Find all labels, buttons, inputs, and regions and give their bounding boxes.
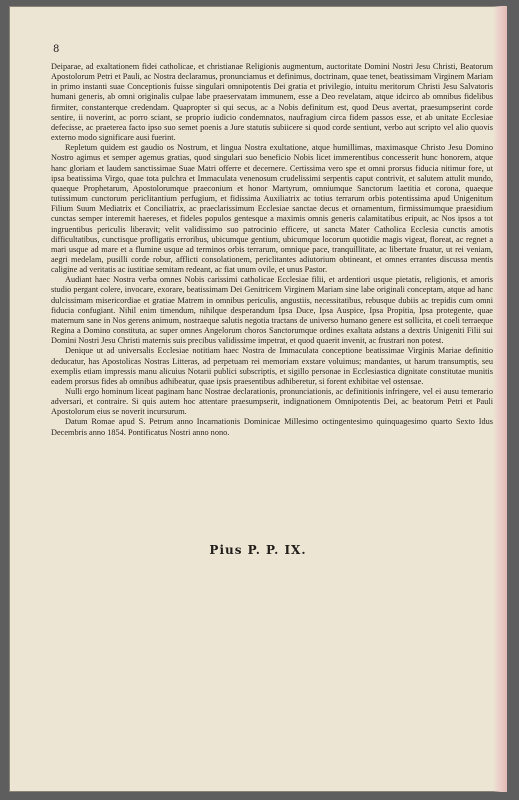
paragraph: Nulli ergo hominum liceat paginam hanc Nostrae declarationis, pronunciationis, ac definitionis infringere, vel ei ausu temerario adversari, et contraire. Si quis autem hoc attentare praesumpserit, indignationem Omnipotentis Dei, ac beatorum Petri et Pauli Apostolorum eius se noverit incursurum. <box>51 387 493 417</box>
document-page <box>9 6 507 792</box>
paragraph: Audiant haec Nostra verba omnes Nobis carissimi catholicae Ecclesiae filii, et ardentiori usque pietatis, religionis, et amoris studio pergant colere, invocare, exorare, beatissimam Dei Genitricem Virginem Mariam sine labe originali conceptam, atque ad hanc dulcissimam misericordiae et gratiae Matrem in omnibus periculis, angustiis, necessitatibus, rebusque dubiis ac trepidis cum omni fiducia confugiant. Nihil enim timendum, nihilque desperandum Ipsa Duce, Ipsa Auspice, Ipsa Propitia, Ipsa protegente, quae maternum sane in Nos gerens animum, nostraeque salutis negotia tractans de universo humano genere est sollicita, et coeli terraeque Regina a Domino constituta, ac super omnes Angelorum choros Sanctorumque ordines exaltata adstans a dextris Unigeniti Filii sui Domini Nostri Jesu Christi maternis suis precibus validissime impetrat, et quod quaerit invenit, ac frustrari non potest. <box>51 275 493 346</box>
paragraph: Deiparae, ad exaltationem fidei catholicae, et christianae Religionis augmentum, auctoritate Domini Nostri Jesu Christi, Beatorum Apostolorum Petri et Pauli, ac Nostra declaramus, pronunciamus et definimus, doctrinam, quae tenet, beatissimam Virginem Mariam in primo instanti suae Conceptionis fuisse singulari omnipotentis Dei gratia et privilegio, intuitu meritorum Christi Jesu Salvatoris humani generis, ab omni originalis culpae labe praeservatam immunem, esse a Deo revelatam, atque idcirco ab omnibus fidelibus firmiter, constanterque credendam. Quapropter si qui secus, ac a Nobis definitum est, quod Deus avertat, praesumpserint corde sentire, ii noverint, ac porro sciant, se proprio iudicio condemnatos, naufragium circa fidem passos esse, et ab unitate Ecclesiae defecisse, ac praeterea facto ipso suo semet poenis a Jure statutis subiicere si quod corde sentiunt, verbo aut scripto vel alio quovis externo modo significare ausi fuerint. <box>51 62 493 143</box>
paragraph: Repletum quidem est gaudio os Nostrum, et lingua Nostra exultatione, atque humillimas, maximasque Christo Jesu Domino Nostro agimus et semper agemus gratias, quod singulari suo beneficio Nobis licet immerentibus concesserit hunc honorem, atque hanc gloriam et laudem sanctissimae Suae Matri offerre et decernere. Certissima vero spe et omni prorsus fiducia nitimur fore, ut ipsa beatissima Virgo, quae tota pulchra et Immaculata venenosum crudelissimi serpentis caput contrivit, et salutem attulit mundo, quaeque Prophetarum, Apostolorumque praeconium et honor Martyrum, omniumque Sanctorum laetitia et corona, quaeque tutissimum cunctorum periclitantium perfugium, et fidissima Auxiliatrix ac totius terrarum orbis potentissima apud Unigenitum Filium Suum Mediatrix et Conciliatrix, ac praeclarissimum Ecclesiae sanctae decus et ornamentum, firmissimumque praesidium cunctas semper interemit haereses, et fideles populos gentesque a maximis omnis generis calamitatibus eripuit, ac Nos ipsos a tot ingruentibus periculis liberavit; velit validissimo suo patrocinio efficere, ut sancta Mater Catholica Ecclesia cunctis amotis difficultatibus, cunctisque profligatis erroribus, ubicumque gentium, ubicumque locorum quotidie magis vigeat, floreat, ac regnet a mari usque ad mare et a flumine usque ad terminos orbis terrarum, omnique pace, tranquillitate, ac libertate fruatur, ut rei veniam, aegri medelam, pusilli corde robur, afflicti consolationem, periclitantes adiutorium obtineant, et omnes errantes discussa mentis caligine ad veritatis ac iustitiae semitam redeant, ac fiat unum ovile, et unus Pastor. <box>51 143 493 275</box>
document-body <box>51 62 493 438</box>
paragraph: Denique ut ad universalis Ecclesiae notitiam haec Nostra de Immaculata conceptione beatissimae Virginis Mariae definitio deducatur, has Apostolicas Nostras Litteras, ad perpetuam rei memoriam exstare voluimus; mandantes, ut harum transumptis, seu exemplis etiam impressis manu alicuius Notarii publici subscriptis, et sigillo personae in Ecclesiastica dignitate constitutae munitis eadem prorsus fides ab omnibus adhibeatur, quae ipsis praesentibus adhiberetur, si forent exhibitae vel ostensae. <box>51 346 493 386</box>
paragraph: Datum Romae apud S. Petrum anno Incarnationis Dominicae Millesimo octingentesimo quinquagesimo quarto Sexto Idus Decembris anno 1854. Pontificatus Nostri anno nono. <box>51 417 493 437</box>
signature: Pius P. P. IX. <box>209 543 307 557</box>
page-number: 8 <box>53 44 60 55</box>
